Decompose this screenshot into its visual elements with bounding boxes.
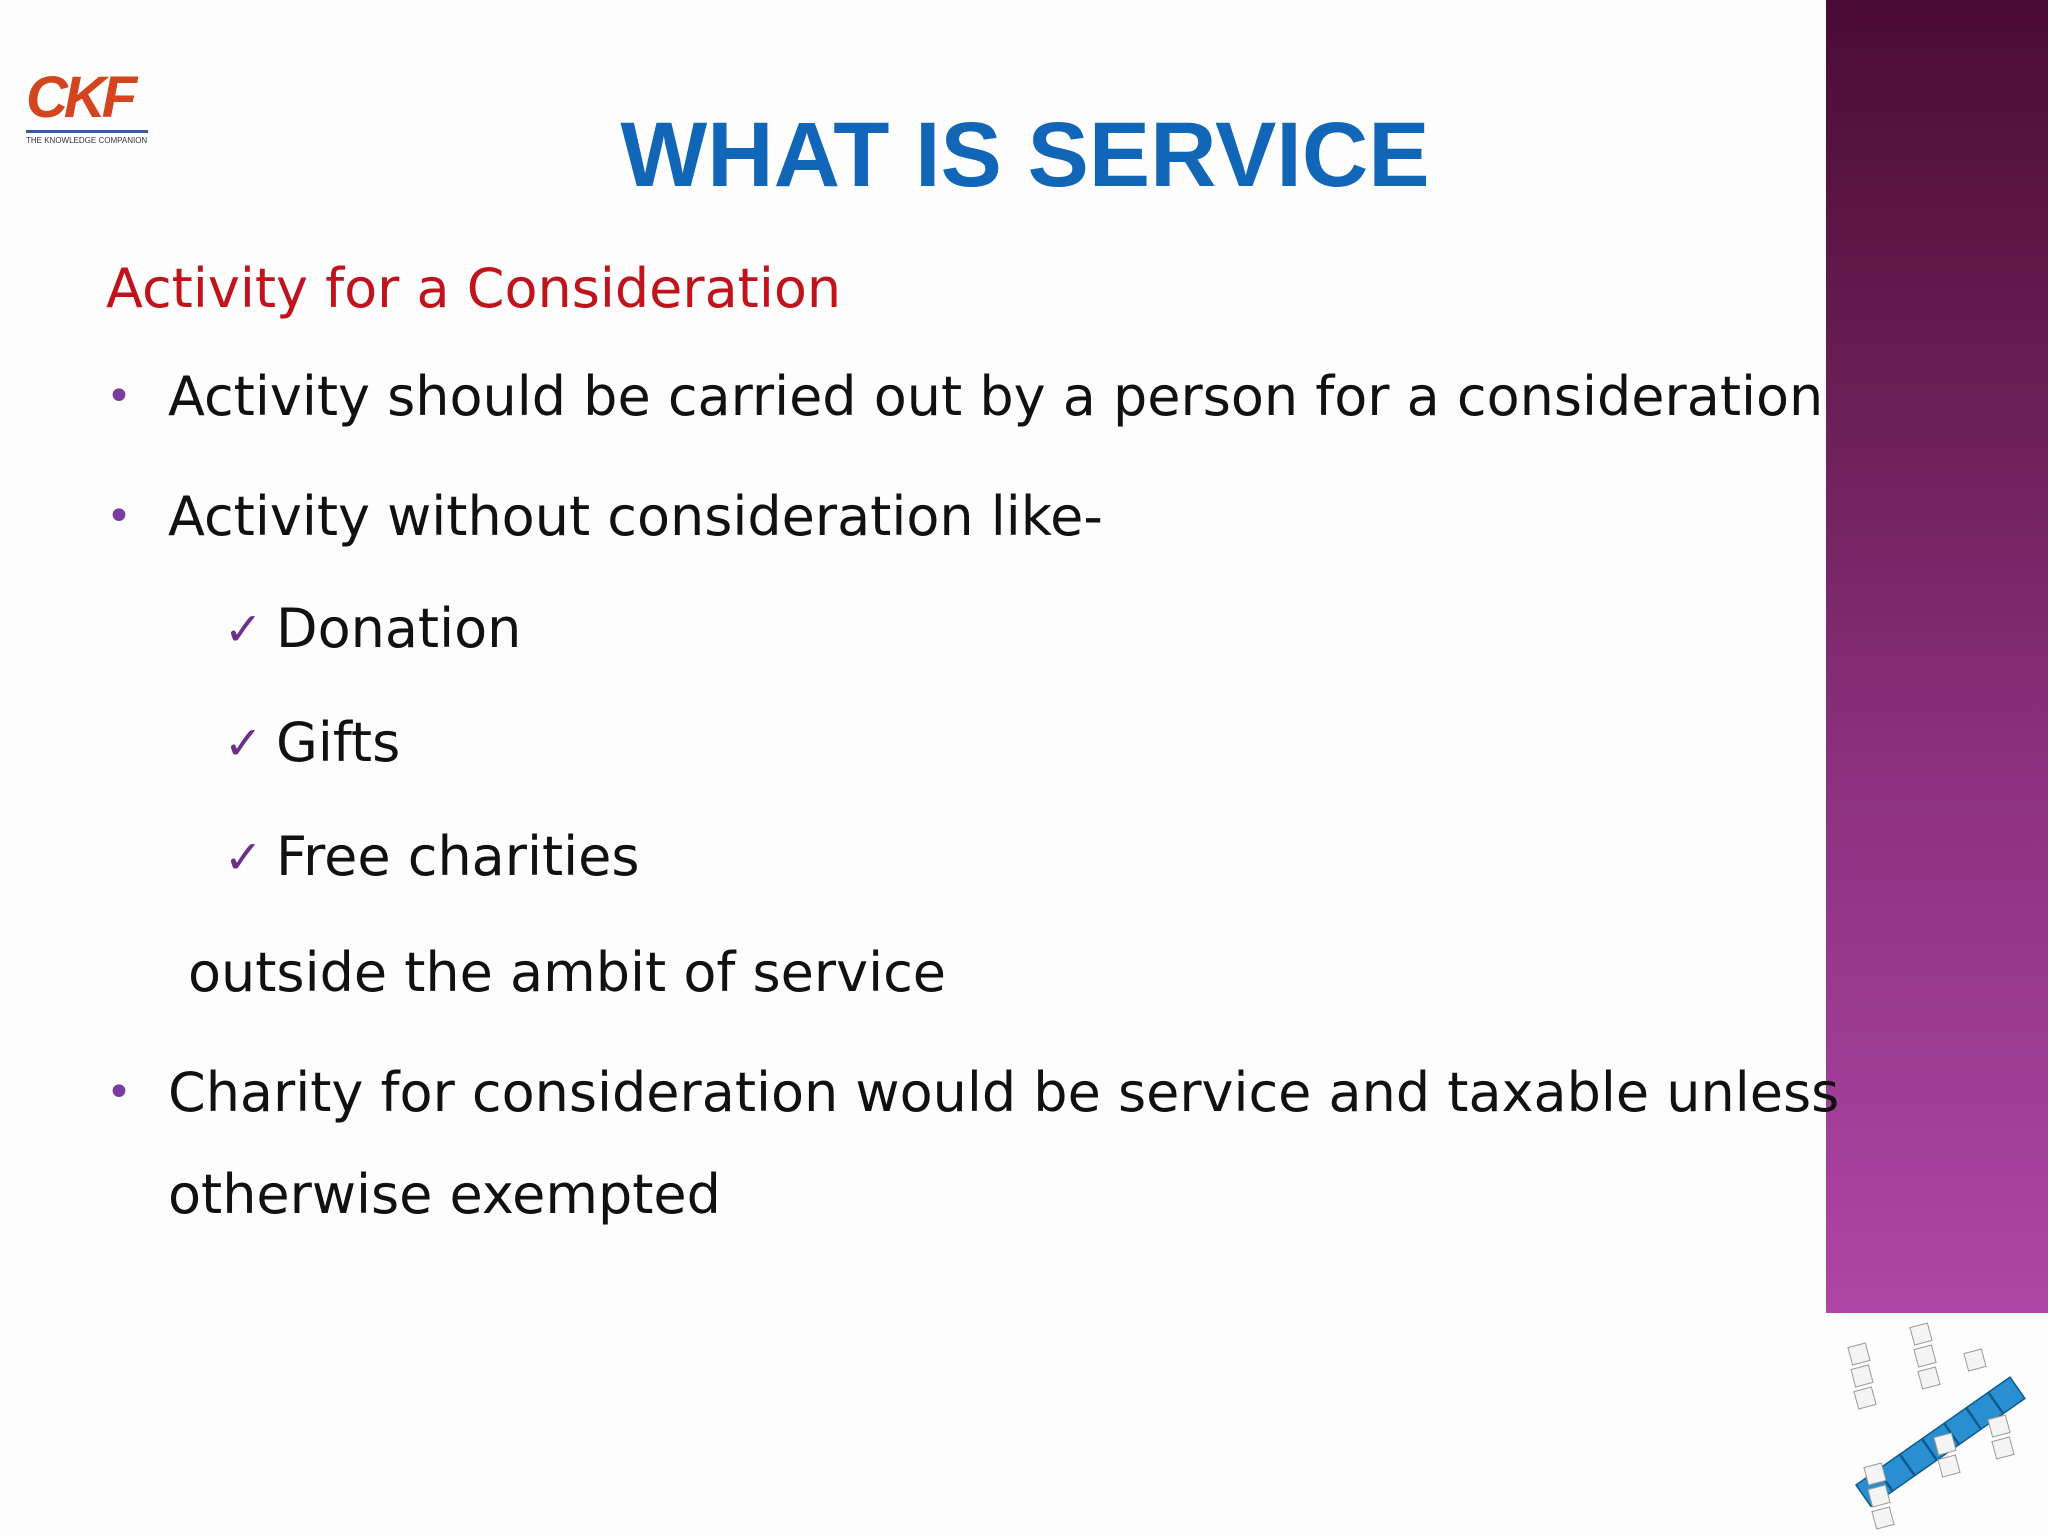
- bullet-dot-icon: •: [106, 1067, 132, 1118]
- bullet-text: Charity for consideration would be service and taxable unless: [168, 1061, 1840, 1124]
- bullet-text: Activity should be carried out by a person for a consideration: [168, 365, 1824, 428]
- logo-wordmark: CKF: [26, 65, 134, 130]
- company-logo: [24, 66, 154, 146]
- checkmark-icon: ✓: [224, 830, 263, 884]
- logo-tagline: THE KNOWLEDGE COMPANION: [26, 136, 148, 145]
- bullet-dot-icon: •: [106, 491, 132, 542]
- outside-ambit-note: outside the ambit of service: [188, 941, 946, 1004]
- service-crossword-image: [1840, 1315, 2048, 1535]
- checklist-text: Donation: [276, 597, 522, 660]
- checklist-text: Gifts: [276, 711, 401, 774]
- checkmark-icon: ✓: [224, 716, 263, 770]
- slide-title: WHAT IS SERVICE: [620, 104, 1430, 206]
- checklist-text: Free charities: [276, 825, 640, 888]
- bullet-text: Activity without consideration like-: [168, 485, 1103, 548]
- decorative-side-band: [1826, 0, 2048, 1313]
- logo-underline: [26, 130, 148, 133]
- slide-subheading: Activity for a Consideration: [106, 257, 842, 320]
- service-crossword-illustration: [1840, 1315, 2048, 1535]
- bullet-dot-icon: •: [106, 371, 132, 422]
- bullet-continuation: otherwise exempted: [168, 1163, 721, 1226]
- checkmark-icon: ✓: [224, 602, 263, 656]
